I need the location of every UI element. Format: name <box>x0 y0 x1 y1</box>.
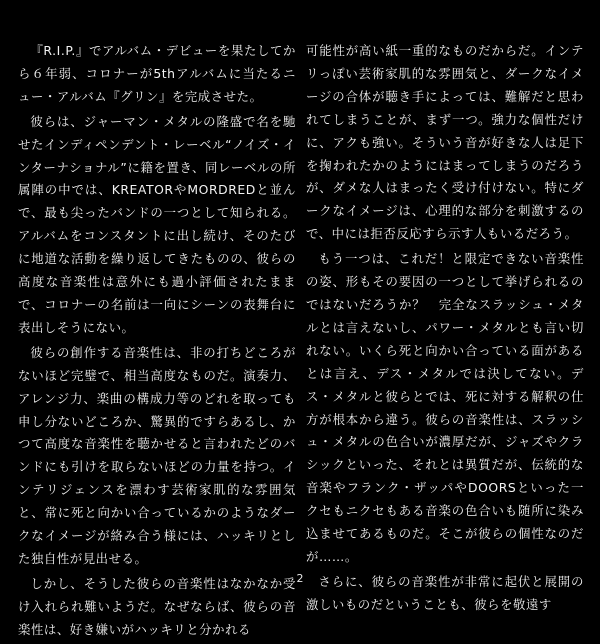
paragraph: 彼らは、ジャーマン・メタルの隆盛で名を馳せたインディペンデント・レーベル“ノイズ・インターナショナル”に籍を置き、同レーベルの所属陣の中では、KREATORやMORDREDと並んで、最も尖ったバンドの一つとして知られる。アルバムをコンスタントに出し続け、そのたびに地道な活動を繰り返してきたものの、彼らの高度な音楽性は意外にも過小評価されたままで、コロナーの名前は一向にシーンの表舞台に表出しそうにない。 <box>18 113 296 335</box>
paragraph: 『R.I.P.』でアルバム・デビューを果たしてから６年弱、コロナーが5thアルバムに当たるニュー・アルバム『グリン』を完成させた。 <box>18 43 296 104</box>
paragraph: 可能性が高い紙一重的なものだからだ。インテリっぽい芸術家肌的な雰囲気と、ダークなイメージの合体が聴き手によっては、難解だと思われてしまうことが、まず一つ。強力な個性だけに、アクも強い。そういう音が好きな人は足下を掬われたかのようにはまってしまうのだろうが、ダメな人はまったく受け付けない。特にダークなイメージは、心理的な部分を刺激するので、中には拒否反応すら示す人もいるだろう。 <box>306 43 584 242</box>
page-number: 2 <box>296 572 304 585</box>
paragraph: もう一つは、これだ！と限定できない音楽性の姿、形もその要因の一つとして挙げられるのではないだろうか？ 完全なスラッシュ・メタルとは言えないし、パワー・メタルとも言い切れない。いくら死と向かい合っている面があるとは言え、デス・メタルでは決してない。デス・メタルと彼らとでは、死に対する解釈の仕方が根本から違う。彼らの音楽性は、スラッシュ・メタルの色合いが濃厚だが、ジャズやクラシックといった、それとは異質だが、伝統的な音楽やフランク・ザッパやDOORSといった一クセもニクセもある音楽の色合いも随所に染み込ませてあるものだ。そこが彼らの個性なのだが……。 <box>306 251 584 564</box>
left-column <box>18 40 296 644</box>
paragraph: 彼らの創作する音楽性は、非の打ちどころがないほど完璧で、相当高度なものだ。演奏力、アレンジ力、楽曲の構成力等のどれを取っても申し分ないどころか、驚異的ですらあるし、かつて高度な音楽性を聴かせると言われたどのバンドにも引けを取らないほどの力量を持つ。インテリジェンスを漂わす芸術家肌的な雰囲気と、常に死と向かい合っているかのようなダークなイメージが絡み合う様には、ハッキリとした独自性が見出せる。 <box>18 344 296 566</box>
right-column <box>306 40 584 619</box>
paragraph: しかし、そうした彼らの音楽性はなかなか受け入れられ難いようだ。なぜならば、彼らの音楽性は、好き嫌いがハッキリと分かれる <box>18 575 296 637</box>
paragraph: さらに、彼らの音楽性が非常に起伏と展開の激しいものだということも、彼らを敬遠す <box>306 573 584 612</box>
